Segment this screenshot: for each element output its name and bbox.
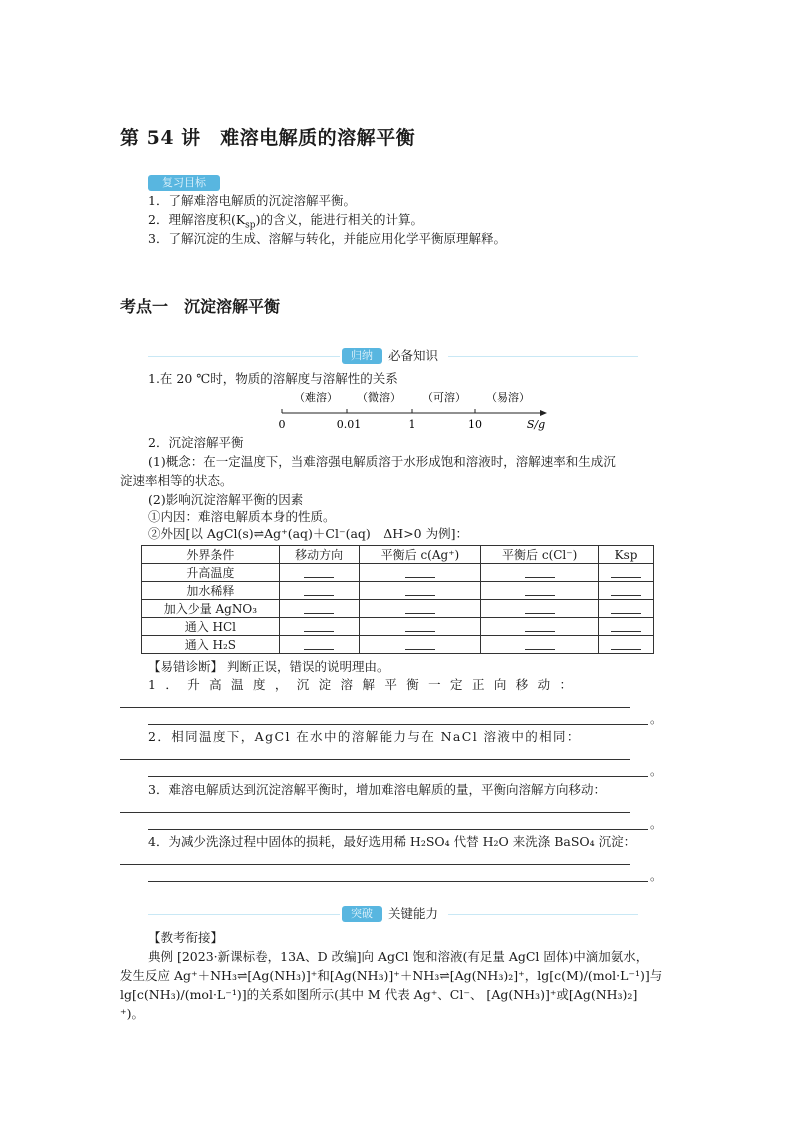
divider-rule-right — [448, 356, 638, 357]
example-line-1: 典例 [2023·新课标卷，13A、D 改编]向 AgCl 饱和溶液(有足量 AgCl 固体)中滴加氨水， — [148, 949, 649, 964]
objective-item-2-sub: sp — [245, 220, 256, 231]
table-row — [142, 564, 654, 582]
answer-line[interactable] — [148, 776, 648, 777]
table-row — [142, 600, 654, 618]
divider-rule-left — [148, 356, 340, 357]
blank-underline — [525, 601, 555, 614]
diagnosis-item-1: 1．升高温度，沉淀溶解平衡一定正向移动： — [148, 677, 582, 692]
diagnosis-item-2: 2．相同温度下，AgCl 在水中的溶解能力与在 NaCl 溶液中的相同： — [148, 729, 581, 744]
blank-underline — [525, 583, 555, 596]
region-very: （易溶） — [486, 391, 530, 404]
solubility-axis — [270, 386, 560, 434]
diagnosis-label: 【易错诊断】 — [148, 659, 224, 674]
objectives-badge: 复习目标 — [148, 175, 220, 191]
para-concept-2: 淀速率相等的状态。 — [120, 473, 233, 488]
table-header: Ksp — [599, 546, 654, 564]
answer-blank[interactable] — [481, 600, 599, 618]
diagnosis-item-3: 3．难溶电解质达到沉淀溶解平衡时，增加难溶电解质的量，平衡向溶解方向移动： — [148, 782, 606, 797]
answer-blank[interactable] — [279, 582, 359, 600]
blank-underline — [405, 565, 435, 578]
para-solubility-relation: 1.在 20 ℃时，物质的溶解度与溶解性的关系 — [148, 371, 398, 386]
blank-underline — [611, 601, 641, 614]
answer-blank[interactable] — [481, 564, 599, 582]
answer-line[interactable] — [120, 759, 630, 760]
divider-pill: 突破 — [342, 906, 382, 922]
region-slightly: （微溶） — [357, 391, 401, 404]
tick-label-10: 10 — [468, 418, 482, 431]
blank-underline — [611, 583, 641, 596]
blank-underline — [304, 565, 334, 578]
table-header: 平衡后 c(Ag⁺) — [359, 546, 481, 564]
table-header: 平衡后 c(Cl⁻) — [481, 546, 599, 564]
row-condition: 加水稀释 — [142, 582, 280, 600]
example-line-4: ⁺)。 — [120, 1006, 144, 1021]
tick-label-0: 0 — [278, 418, 286, 431]
diagnosis-heading — [148, 658, 390, 676]
answer-blank[interactable] — [279, 600, 359, 618]
answer-blank[interactable] — [599, 600, 654, 618]
tick-label-1: 1 — [408, 418, 416, 431]
objective-item-2-head: 2．理解溶度积(K — [148, 212, 246, 227]
answer-blank[interactable] — [599, 582, 654, 600]
blank-underline — [405, 583, 435, 596]
table-header-row — [142, 546, 654, 564]
answer-blank[interactable] — [359, 618, 481, 636]
para-equilibrium: 2．沉淀溶解平衡 — [148, 435, 244, 450]
tick-label-001: 0.01 — [336, 418, 362, 431]
section-heading: 考点一 沉淀溶解平衡 — [120, 297, 281, 316]
page-title: 第 54 讲 难溶电解质的溶解平衡 — [120, 127, 416, 149]
row-condition: 通入 HCl — [142, 618, 280, 636]
answer-line[interactable] — [148, 881, 648, 882]
divider-rule-left — [148, 914, 340, 915]
answer-blank[interactable] — [481, 618, 599, 636]
para-concept-1: (1)概念：在一定温度下，当难溶强电解质溶于水形成饱和溶液时，溶解速率和生成沉 — [148, 454, 616, 469]
divider-label: 必备知识 — [388, 348, 439, 363]
diagnosis-instruction: 判断正误，错误的说明理由。 — [227, 659, 390, 674]
answer-blank[interactable] — [359, 564, 481, 582]
answer-blank[interactable] — [279, 564, 359, 582]
divider-pill: 归纳 — [342, 348, 382, 364]
answer-line[interactable] — [120, 812, 630, 813]
table-row — [142, 636, 654, 654]
answer-line[interactable] — [148, 829, 648, 830]
axis-arrow — [540, 410, 547, 416]
end-mark: 。 — [650, 764, 663, 778]
answer-blank[interactable] — [359, 600, 481, 618]
divider-knowledge — [148, 347, 638, 365]
table-header: 移动方向 — [279, 546, 359, 564]
example-line-2: 发生反应 Ag⁺＋NH₃⇌[Ag(NH₃)]⁺和[Ag(NH₃)]⁺＋NH₃⇌[Ag(NH₃)₂]⁺，lg[c(M)/(mol·L⁻¹)]与 — [120, 968, 663, 983]
blank-underline — [611, 619, 641, 632]
diagnosis-item-4: 4．为减少洗涤过程中固体的损耗，最好选用稀 H₂SO₄ 代替 H₂O 来洗涤 BaSO₄ 沉淀： — [148, 834, 637, 849]
blank-underline — [611, 565, 641, 578]
blank-underline — [304, 601, 334, 614]
para-internal: ①内因：难溶电解质本身的性质。 — [148, 509, 336, 524]
region-soluble: （可溶） — [422, 391, 466, 404]
blank-underline — [525, 565, 555, 578]
table-row — [142, 618, 654, 636]
blank-underline — [304, 619, 334, 632]
answer-line[interactable] — [120, 864, 630, 865]
table-row — [142, 582, 654, 600]
answer-blank[interactable] — [599, 618, 654, 636]
blank-underline — [525, 619, 555, 632]
blank-underline — [405, 601, 435, 614]
answer-blank[interactable] — [279, 618, 359, 636]
objective-item-1: 1．了解难溶电解质的沉淀溶解平衡。 — [148, 193, 356, 208]
region-insoluble: （难溶） — [294, 391, 338, 404]
answer-blank[interactable] — [359, 636, 481, 654]
end-mark: 。 — [650, 817, 663, 831]
para-factors: (2)影响沉淀溶解平衡的因素 — [148, 492, 304, 507]
blank-underline — [304, 583, 334, 596]
answer-line[interactable] — [148, 724, 648, 725]
para-external: ②外因[以 AgCl(s)⇌Ag⁺(aq)＋Cl⁻(aq) ΔH>0 为例]： — [148, 526, 468, 541]
answer-blank[interactable] — [359, 582, 481, 600]
axis-unit: S/g — [526, 418, 546, 431]
answer-blank[interactable] — [279, 636, 359, 654]
end-mark: 。 — [650, 712, 663, 726]
conditions-table — [141, 545, 654, 654]
row-condition: 加入少量 AgNO₃ — [142, 600, 280, 618]
example-line-3: lg[c(NH₃)/(mol·L⁻¹)]的关系如图所示(其中 M 代表 Ag⁺、Cl⁻、 [Ag(NH₃)]⁺或[Ag(NH₃)₂] — [120, 987, 638, 1002]
blank-underline — [525, 637, 555, 650]
blank-underline — [405, 619, 435, 632]
answer-line[interactable] — [120, 707, 630, 708]
row-condition: 通入 H₂S — [142, 636, 280, 654]
row-condition: 升高温度 — [142, 564, 280, 582]
blank-underline — [304, 637, 334, 650]
link-label: 【教考衔接】 — [148, 930, 224, 945]
divider-label: 关键能力 — [388, 906, 439, 921]
answer-blank[interactable] — [599, 564, 654, 582]
blank-underline — [611, 637, 641, 650]
answer-blank[interactable] — [481, 636, 599, 654]
objective-item-3: 3．了解沉淀的生成、溶解与转化，并能应用化学平衡原理解释。 — [148, 231, 506, 246]
answer-blank[interactable] — [599, 636, 654, 654]
objective-item-2-tail: )的含义，能进行相关的计算。 — [255, 212, 423, 227]
answer-blank[interactable] — [481, 582, 599, 600]
divider-ability — [148, 905, 638, 923]
table-header: 外界条件 — [142, 546, 280, 564]
end-mark: 。 — [650, 869, 663, 883]
divider-rule-right — [448, 914, 638, 915]
blank-underline — [405, 637, 435, 650]
